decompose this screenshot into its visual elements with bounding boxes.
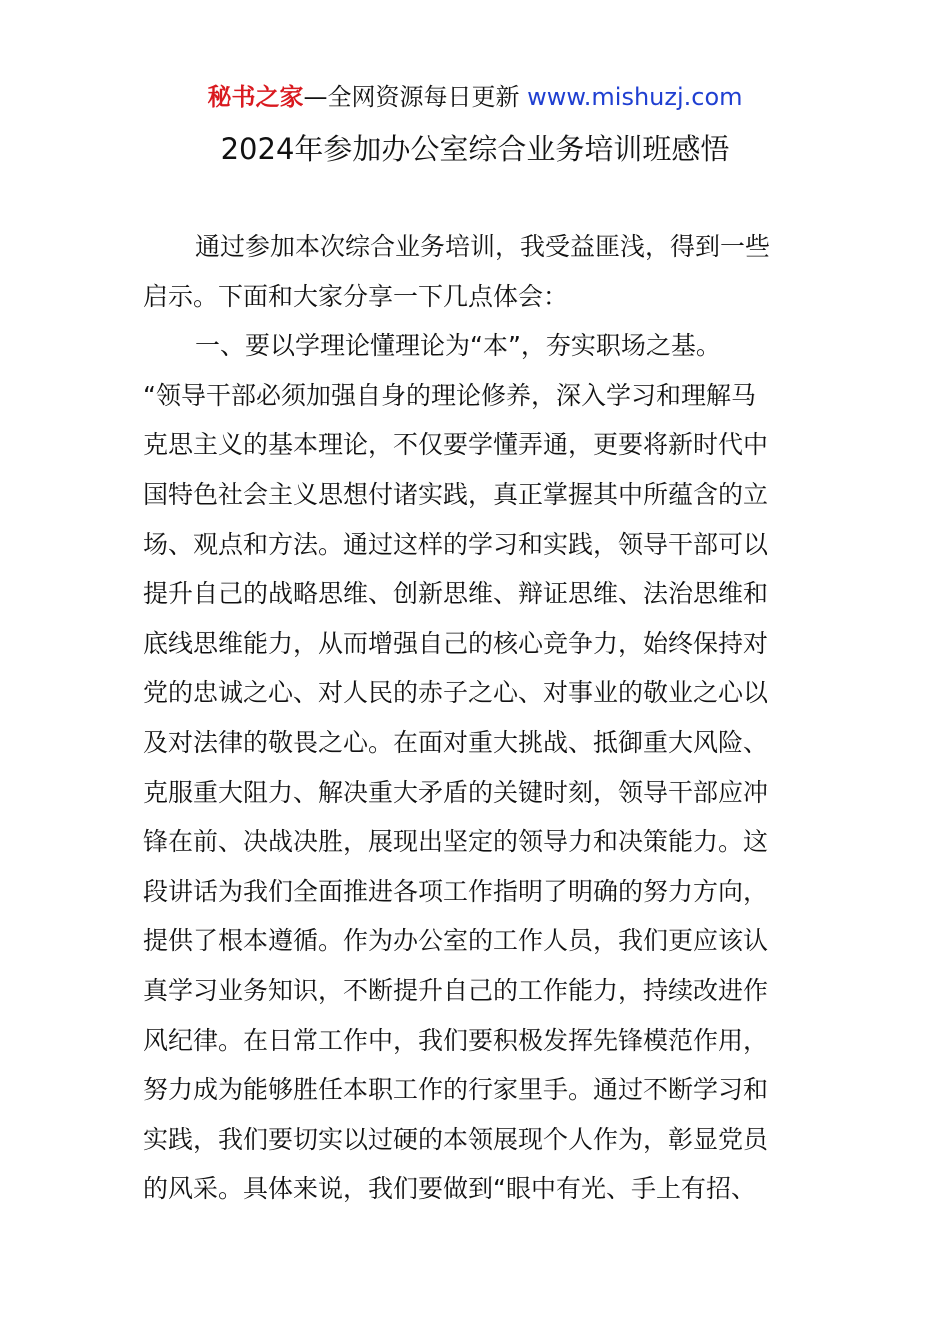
paragraph-line: 党的忠诚之心、对人民的赤子之心、对事业的敬业之心以 bbox=[143, 678, 769, 708]
paragraph-line: 底线思维能力，从而增强自己的核心竞争力，始终保持对 bbox=[143, 628, 769, 658]
section-heading-line: 一、要以学理论懂理论为“本”，夯实职场之基。 bbox=[195, 331, 721, 361]
paragraph-line: 及对法律的敬畏之心。在面对重大挑战、抵御重大风险、 bbox=[143, 727, 769, 757]
paragraph-line: 的风采。具体来说，我们要做到“眼中有光、手上有招、 bbox=[143, 1174, 756, 1204]
paragraph-line: 克服重大阻力、解决重大矛盾的关键时刻，领导干部应冲 bbox=[143, 777, 769, 807]
paragraph-line: 实践，我们要切实以过硬的本领展现个人作为，彰显党员 bbox=[143, 1124, 769, 1154]
paragraph-line: 国特色社会主义思想付诸实践，真正掌握其中所蕴含的立 bbox=[143, 479, 769, 509]
paragraph-line: 段讲话为我们全面推进各项工作指明了明确的努力方向， bbox=[143, 876, 769, 906]
paragraph-line: 提供了根本遵循。作为办公室的工作人员，我们更应该认 bbox=[143, 926, 769, 956]
paragraph-line: 风纪律。在日常工作中，我们要积极发挥先锋模范作用， bbox=[143, 1025, 769, 1055]
document-body bbox=[143, 222, 808, 1214]
paragraph-line: 启示。下面和大家分享一下几点体会： bbox=[143, 281, 569, 311]
paragraph-line: 通过参加本次综合业务培训，我受益匪浅，得到一些 bbox=[195, 232, 771, 261]
paragraph-line: 努力成为能够胜任本职工作的行家里手。通过不断学习和 bbox=[143, 1075, 769, 1105]
paragraph-line: 提升自己的战略思维、创新思维、辩证思维、法治思维和 bbox=[143, 579, 769, 609]
document-title: 2024年参加办公室综合业务培训班感悟 bbox=[220, 132, 730, 166]
brand-name: 秘书之家 bbox=[207, 83, 304, 111]
paragraph-line: “领导干部必须加强自身的理论修养，深入学习和理解马 bbox=[143, 380, 756, 410]
paragraph-line: 真学习业务知识，不断提升自己的工作能力，持续改进作 bbox=[143, 975, 769, 1005]
site-url[interactable]: www.mishuzj.com bbox=[527, 83, 743, 111]
paragraph-line: 锋在前、决战决胜，展现出坚定的领导力和决策能力。这 bbox=[143, 827, 769, 857]
paragraph-line: 克思主义的基本理论，不仅要学懂弄通，更要将新时代中 bbox=[143, 430, 769, 460]
header-tagline: —全网资源每日更新 bbox=[303, 83, 528, 111]
paragraph-line: 场、观点和方法。通过这样的学习和实践，领导干部可以 bbox=[143, 529, 769, 559]
site-header bbox=[0, 80, 950, 114]
